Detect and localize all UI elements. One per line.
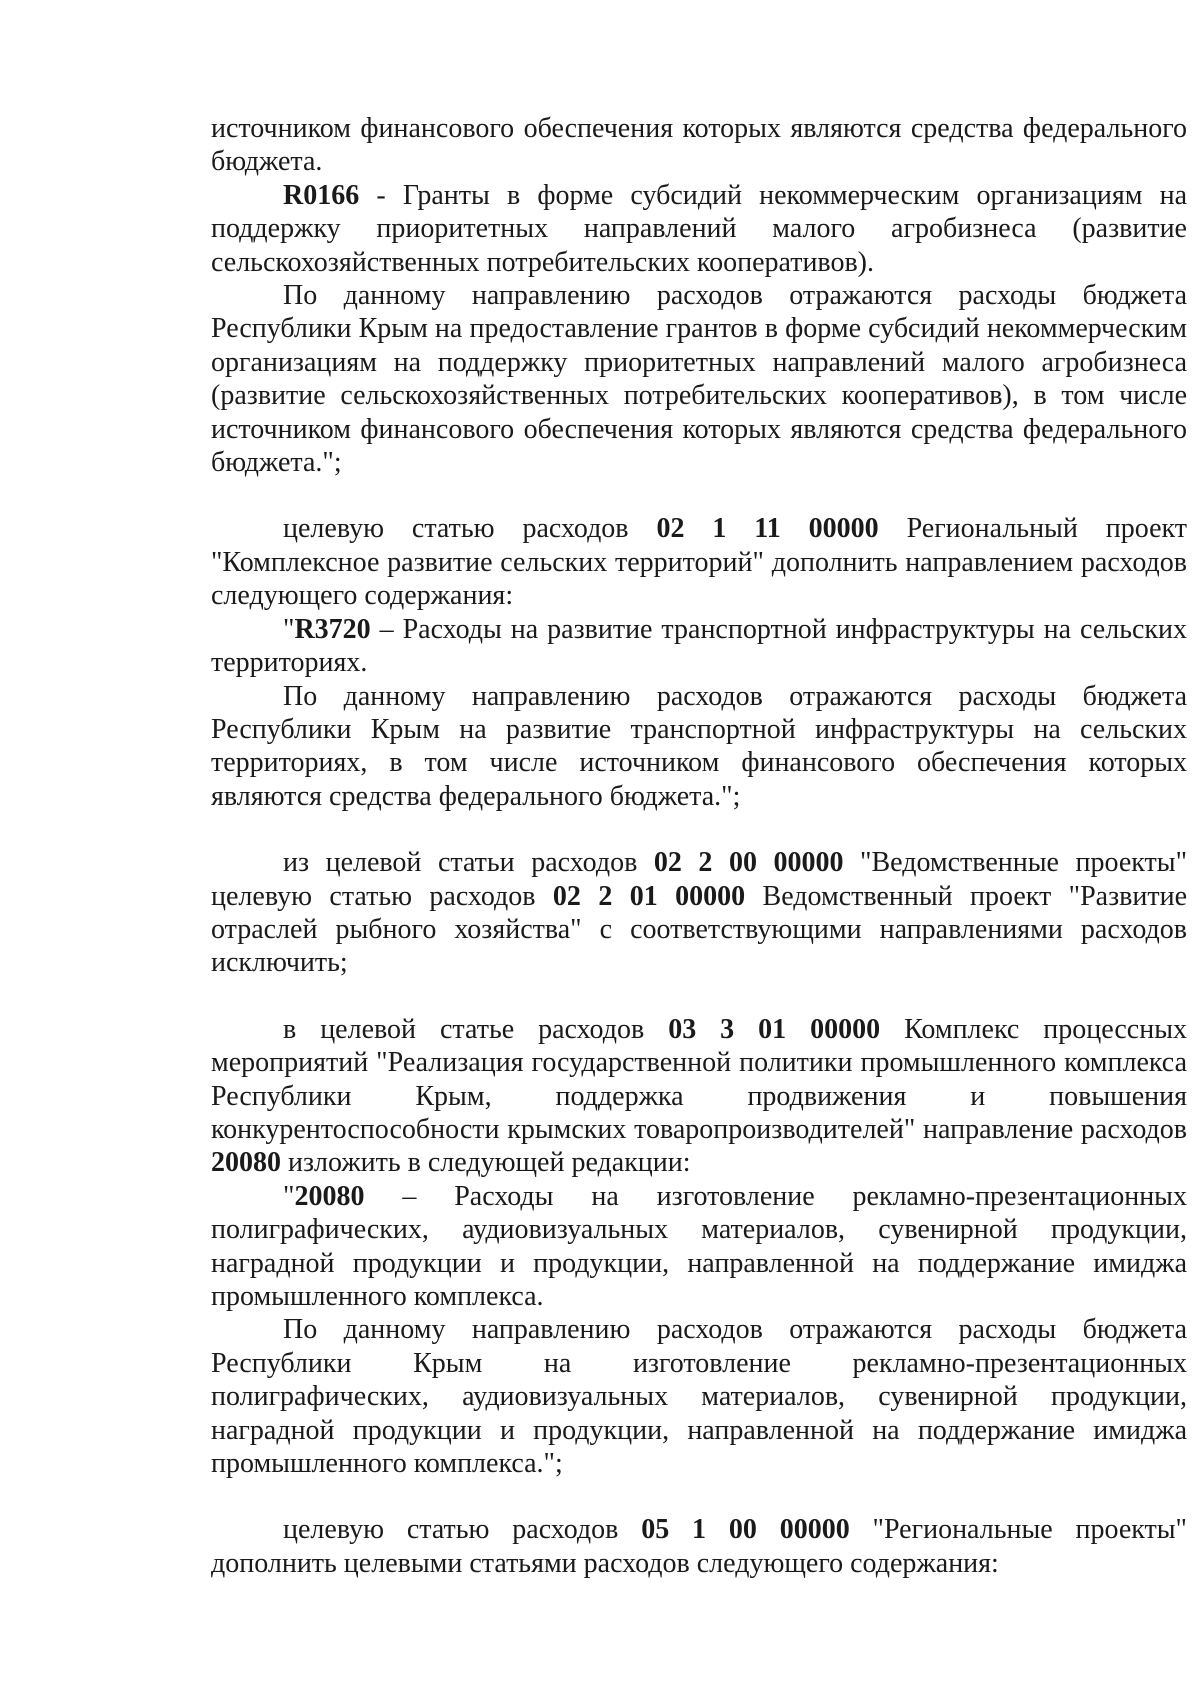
body-text: "Региональные проекты" дополнить целевыми статьями расходов следующего содержания: [211, 1514, 1187, 1579]
code-text: 03 3 01 00000 [668, 1013, 881, 1045]
body-text: " [283, 613, 295, 645]
code-text: 20080 [211, 1147, 281, 1179]
body-text: По данному направлению расходов отражаются расходы бюджета Республики Крым на развитие транспортной инфраструктуры на сельских территориях, в том числе источником финансового обеспечения которых являются средства федерального бюджета."; [211, 680, 1187, 812]
paragraph [211, 680, 1187, 814]
body-text: Ведомственный проект "Развитие отраслей рыбного хозяйства" с соответствующими направлениями расходов исключить; [211, 880, 1187, 979]
paragraph [211, 179, 1187, 279]
body-text: Комплекс процессных мероприятий "Реализация государственной политики промышленного комплекса Республики Крым, поддержка продвижения и повышения конкурентоспособности крымских товаропроизводителей" направление расходов [211, 1013, 1188, 1145]
body-text: целевую статью расходов [283, 513, 657, 545]
body-text: – Расходы на развитие транспортной инфраструктуры на сельских территориях. [211, 613, 1187, 679]
code-text: R3720 [294, 613, 371, 645]
body-text: По данному направлению расходов отражаются расходы бюджета Республики Крым на предоставление грантов в форме субсидий некоммерческим организациям на поддержку приоритетных направлений малого агробизнеса (развитие сельскохозяйственных потребительских кооперативов), в том числе источником финансового обеспечения которых являются средства федерального бюджета."; [211, 280, 1187, 479]
body-text: Региональный проект "Комплексное развитие сельских территорий" дополнить направлением расходов следующего содержания: [211, 513, 1187, 612]
paragraph [211, 112, 1187, 179]
document-body [211, 112, 1187, 1580]
body-text: - Гранты в форме субсидий некоммерческим организациям на поддержку приоритетных направлений малого агробизнеса (развитие сельскохозяйственных потребительских кооперативов). [211, 179, 1187, 278]
paragraph [211, 279, 1187, 479]
paragraph [211, 1180, 1187, 1314]
code-text: 20080 [294, 1180, 365, 1212]
paragraph [211, 1013, 1187, 1180]
body-text: " [283, 1180, 295, 1212]
paragraph [211, 512, 1187, 612]
paragraph [211, 846, 1187, 980]
body-text: источником финансового обеспечения которых являются средства федерального бюджета. [211, 113, 1187, 178]
body-text: По данному направлению расходов отражаются расходы бюджета Республики Крым на изготовление рекламно-презентационных полиграфических, аудиовизуальных материалов, сувенирной продукции, наградной продукции и продукции, направленной на поддержание имиджа промышленного комплекса."; [211, 1314, 1187, 1480]
body-text: целевую статью расходов [283, 1514, 642, 1546]
paragraph [211, 1313, 1187, 1480]
body-text: из целевой статьи расходов [283, 847, 654, 879]
body-text: изложить в следующей редакции: [281, 1147, 691, 1179]
code-text: 02 1 11 00000 [656, 513, 879, 545]
paragraph [211, 1513, 1187, 1580]
paragraph [211, 613, 1187, 680]
body-text: в целевой статье расходов [283, 1013, 669, 1045]
code-text: 02 2 00 00000 [653, 847, 844, 879]
code-text: 02 2 01 00000 [552, 880, 746, 912]
body-text: "Ведомственные проекты" целевую статью расходов [211, 847, 1187, 912]
code-text: R0166 [283, 179, 360, 211]
body-text: – Расходы на изготовление рекламно-презентационных полиграфических, аудиовизуальных материалов, сувенирной продукции, наградной продукции и продукции, направленной на поддержание имиджа промышленного комплекса. [211, 1180, 1187, 1312]
code-text: 05 1 00 00000 [641, 1514, 850, 1546]
